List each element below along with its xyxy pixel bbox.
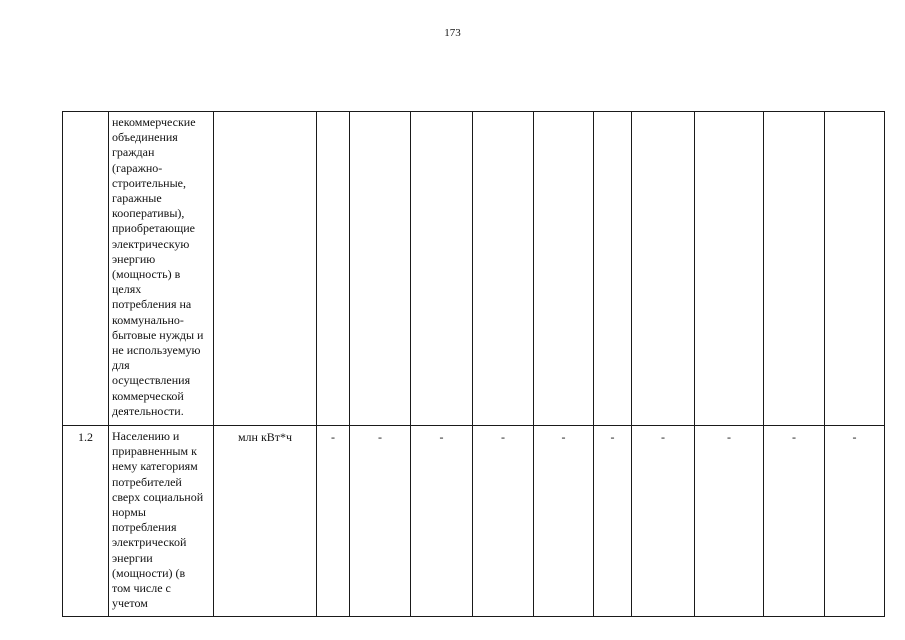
name-line: учетом — [112, 596, 148, 611]
name-line: электрической — [112, 535, 187, 550]
name-line: нему категориям — [112, 459, 198, 474]
value-cell — [411, 112, 473, 426]
value-cell: - — [350, 426, 411, 617]
name-line: энергии — [112, 550, 153, 565]
table-row — [63, 112, 885, 426]
value-cell — [695, 112, 764, 426]
name-line: бытовые нужды и — [112, 327, 204, 342]
page-number: 173 — [444, 27, 461, 39]
name-line: коммунально- — [112, 312, 184, 327]
value-cell: - — [764, 426, 825, 617]
name-line: энергию — [112, 251, 156, 266]
name-line: коммерческой — [112, 388, 184, 403]
name-line: потребителей — [112, 474, 182, 489]
value-cell: - — [411, 426, 473, 617]
name-line: потребления на — [112, 297, 192, 312]
value-cell — [534, 112, 594, 426]
value-cell — [632, 112, 695, 426]
name-line: Населению и — [112, 429, 180, 443]
table-row — [63, 426, 885, 617]
value-cell: - — [594, 426, 632, 617]
value-cell — [473, 112, 534, 426]
name-line: кооперативы), — [112, 206, 185, 221]
value-cell: - — [473, 426, 534, 617]
value-cell — [825, 112, 885, 426]
row-number-cell: 1.2 — [63, 426, 109, 617]
name-line: не используемую — [112, 343, 201, 358]
value-cell — [317, 112, 350, 426]
name-line: целях — [112, 282, 142, 297]
row-number-cell — [63, 112, 109, 426]
value-cell — [764, 112, 825, 426]
data-table — [62, 111, 885, 617]
name-line: (гаражно- — [112, 160, 163, 175]
name-line: граждан — [112, 145, 155, 160]
name-line: строительные, — [112, 175, 186, 190]
name-line: осуществления — [112, 373, 191, 388]
value-cell: - — [695, 426, 764, 617]
name-line: для — [112, 358, 130, 373]
name-line: (мощность) в — [112, 267, 181, 282]
name-line: некоммерческие — [112, 115, 196, 129]
value-cell — [594, 112, 632, 426]
value-cell: - — [825, 426, 885, 617]
name-line: приравненным к — [112, 444, 197, 459]
name-line: гаражные — [112, 191, 162, 206]
value-cell: - — [317, 426, 350, 617]
name-line: приобретающие — [112, 221, 195, 236]
row-name-cell — [109, 112, 214, 426]
name-line: электрическую — [112, 236, 190, 251]
value-cell: - — [534, 426, 594, 617]
name-line: сверх социальной — [112, 489, 204, 504]
name-line: объединения — [112, 130, 178, 145]
value-cell — [350, 112, 411, 426]
name-line: потребления — [112, 520, 177, 535]
name-line: том числе с — [112, 581, 171, 596]
unit-cell: млн кВт*ч — [214, 426, 317, 617]
value-cell: - — [632, 426, 695, 617]
unit-cell — [214, 112, 317, 426]
name-line: деятельности. — [112, 403, 184, 418]
row-name-cell — [109, 426, 214, 617]
name-line: нормы — [112, 505, 146, 520]
name-line: (мощности) (в — [112, 565, 186, 580]
